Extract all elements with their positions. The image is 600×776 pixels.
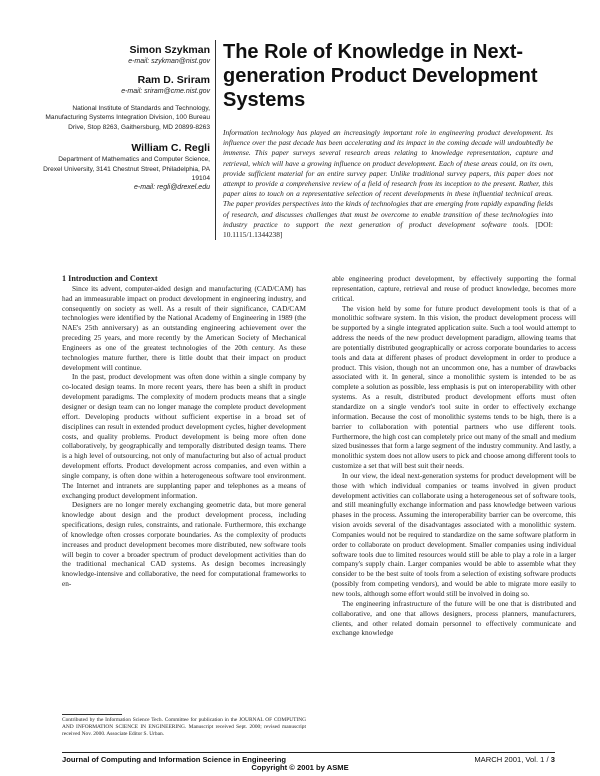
affiliation-drexel: Department of Mathematics and Computer Science, Drexel University, 3141 Chestnut Street, Philadelphia, PA 19104: [43, 156, 210, 183]
paragraph: In the past, product development was often done within a single company by co-located design teams. In more recent years, there has been a shift in product development paradigms. The complexity of modern products means that a single designer or design team can no longer manage the complete product development effort. Developing products without sufficient expertise in a broad set of disciplines can result in extended product development cycles, higher development costs, and quality problems. Product development is being more often done collaboratively, by geographically and temporally distributed design teams. There is a high level of outsourcing, not only of manufacturing but also of actual product development efforts. Product development across companies, and even within a single company, is often done within a heterogeneous software tool environment. The Internet and intranets are supplanting paper and telephones as a means of exchanging product development information.: [62, 372, 306, 500]
author-name: William C. Regli: [131, 142, 210, 155]
paragraph: The vision held by some for future product development tools is that of a monolithic software system. In this vision, the product development process will be supported by a single integrated application suite. Such a tool would attempt to address the needs of the new product development paradigm, allowing teams that are potentially distributed geographically or across corporate boundaries to access tools and data at different phases of product development in order to produce a product. This vision, though not an uncommon one, has a number of drawbacks associated with it. In general, since a monolithic system is intended to be as complete a solution as possible, less emphasis is put on interoperability with other systems. As a result, distributed product development efforts must often standardize on a single vendor's tool suite in order to effectively exchange information. Because the cost of monolithic systems tends to be high, there is a barrier to collaboration with potential partners who use different tools. Furthermore, the high cost can completely price out many of the small and medium sized businesses that form a large segment of the industry community. And lastly, a monolithic system does not allow users to pick and choose among different tools to customize a set that will best suit their needs.: [332, 303, 576, 471]
affiliation-nist: National Institute of Standards and Technology, Manufacturing Systems Integration Division, 100 Bureau Drive, Stop 8263, Gaithersburg, MD 20899-8263: [45, 105, 210, 131]
author-email: e-mail: sriram@cme.nist.gov: [121, 88, 210, 95]
footer-date: MARCH 2001, Vol. 1 /: [474, 755, 549, 764]
footer-journal: Journal of Computing and Information Science in Engineering: [62, 755, 287, 764]
paragraph: The engineering infrastructure of the future will be one that is distributed and collaborative, and one that allows designers, process planners, manufacturers, clients, and other related domain personnel to effectively communicate and exchange knowledge: [332, 598, 576, 638]
header-divider: [215, 40, 216, 240]
abstract: [223, 128, 553, 240]
doi: [DOI: 10.1115/1.1344238]: [223, 219, 553, 240]
author-email: e-mail: szykman@nist.gov: [128, 58, 210, 65]
author-email: e-mail: regli@drexel.edu: [134, 184, 210, 192]
footer-divider: [62, 752, 555, 753]
footer-copyright: Copyright © 2001 by ASME: [251, 763, 349, 772]
section-heading: 1 Introduction and Context: [62, 274, 158, 283]
page-number: 3: [550, 755, 555, 764]
author-block: [40, 44, 210, 200]
paragraph: able engineering product development, by effectively supporting the formal representation, capture, retrieval and reuse of product knowledge, becomes more critical.: [332, 274, 576, 303]
author-name: Ram D. Sriram: [137, 74, 210, 86]
paper-title: The Role of Knowledge in Next-generation Product Development Systems: [223, 41, 538, 111]
footnote-divider: [62, 714, 122, 715]
footnote: Contributed by the Information Science Tech. Committee for publication in the JOURNAL OF COMPUTING AND INFORMATION SCIENCE IN ENGINEERING. Manuscript received Sept. 2000; revised manuscript received Nov. 2000. Associate Editor S. Urban.: [62, 717, 306, 738]
paragraph: Designers are no longer merely exchanging geometric data, but more general knowledge about design and the product development process, including specifications, design rules, constraints, and rationale. Furthermore, this exchange of knowledge often crosses corporate boundaries. As the complexity of products increases and product development becomes more distributed, new software tools will begin to cover a broader spectrum of product development activities than do the traditional mechanical CAD systems. As design becomes increasingly knowledge-intensive and collaborative, the need for computational frameworks to en-: [62, 500, 306, 589]
abstract-text: Information technology has played an increasingly important role in engineering product development. Its influence over the past decade has been accelerating and its impact in the coming decade will undoubtedly be immense. This paper surveys several research areas relating to knowledge representation, capture and retrieval, which will have a growing influence on product development. Each of these areas could, on its own, provide sufficient material for an entire survey paper. Unlike traditional survey papers, this paper does not attempt to provide a comprehensive review of a field of research from its inception to the present. Rather, this paper aims to touch on a representative selection of recent developments in these influential technical areas. The paper provides perspectives into the kinds of technologies that are emerging from rapidly expanding fields of research, and discusses challenges that must be overcome to enable transition of these technologies into industry practice to support the next generation of product development software tools.: [223, 128, 553, 229]
paragraph: In our view, the ideal next-generation systems for product development will be those with which individual companies or teams involved in given product development activities can collaborate using a heterogeneous set of software tools, and still meaningfully exchange information and pass knowledge between various phases in the process. Assuming the interoperability barrier can be overcome, this vision avoids several of the disadvantages associated with a monolithic system. Companies would not be required to standardize on the same software platform in order to collaborate on product development. Smaller companies using individual software tools due to limited resources would still be able to play a role in a larger company's supply chain. Larger companies would be able to assemble what they consider to be the best suite of tools from a selection of existing software products (possibly from competing vendors), and would be able to migrate more easily to new tools, although some effort would still be involved in doing so.: [332, 470, 576, 598]
paragraph: Since its advent, computer-aided design and manufacturing (CAD/CAM) has had an immeasurable impact on product development in engineering industry, and consequently on society as well. As a result of their significance, CAD/CAM technologies were identified by the National Academy of Engineering in 1989 (the NAE's 25th anniversary) as an outstanding engineering achievement over the preceding 25 years, and more recently by the American Society of Mechanical Engineers as one of the greatest technologies of the 20th century. As these technologies mature further, there is little doubt that their impact on product development will continue.: [62, 283, 306, 372]
footer-date-volume: [474, 755, 555, 764]
right-column: [332, 274, 576, 638]
author-name: Simon Szykman: [129, 44, 210, 56]
left-column: [62, 274, 306, 589]
